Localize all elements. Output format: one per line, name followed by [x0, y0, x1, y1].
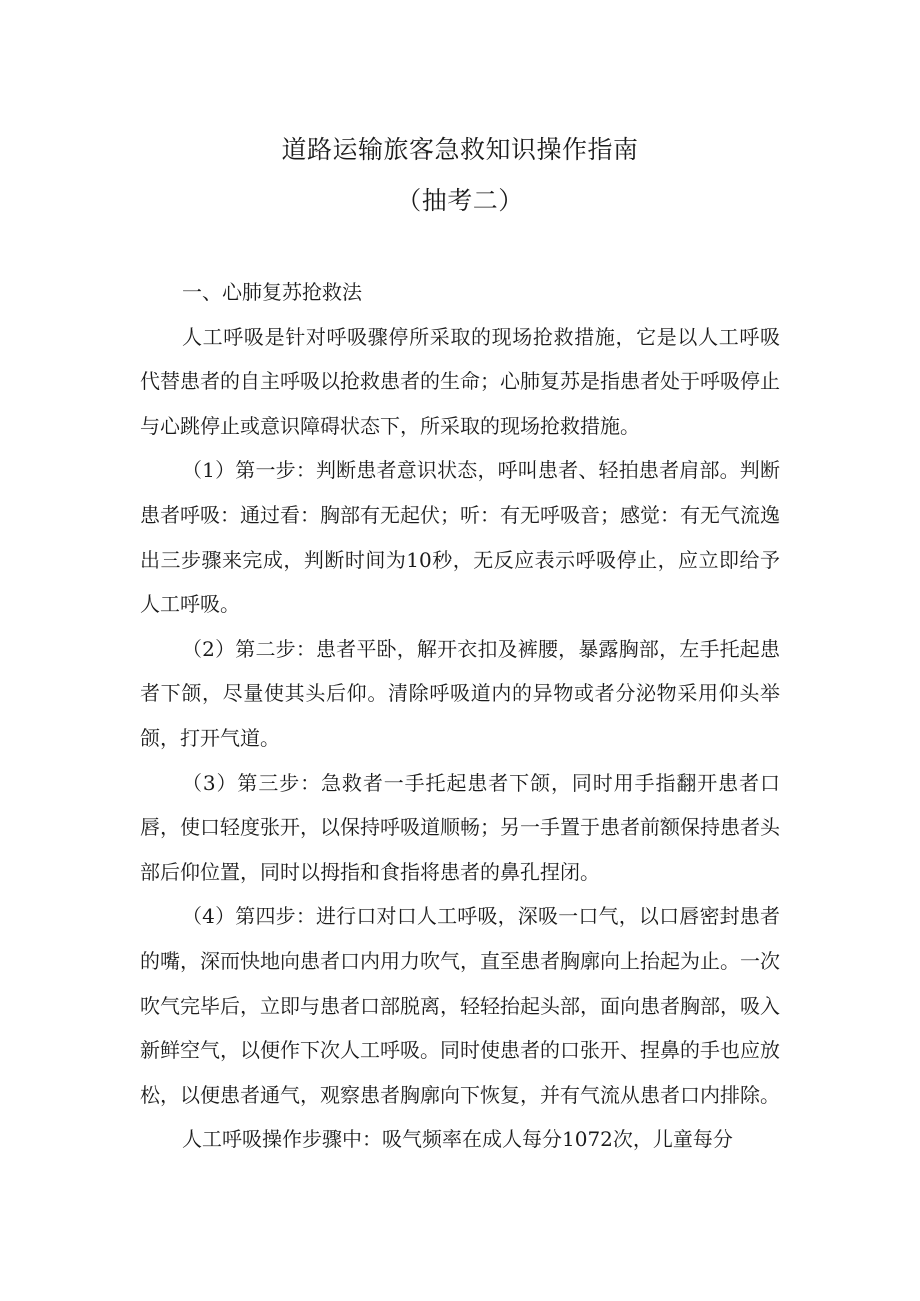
document-title: 道路运输旅客急救知识操作指南 — [281, 135, 639, 164]
document-subtitle: （抽考二） — [396, 186, 524, 215]
paragraph-step-1: （1）第一步：判断患者意识状态，呼叫患者、轻拍患者肩部。判断患者呼吸：通过看：胸部有无起伏；听：有无呼吸音；感觉：有无气流逸出三步骤来完成，判断时间为10秒，无反应表示呼吸停止，应立即给予人工呼吸。 — [140, 458, 780, 617]
paragraph-intro: 人工呼吸是针对呼吸骤停所采取的现场抢救措施，它是以人工呼吸代替患者的自主呼吸以抢救患者的生命；心肺复苏是指患者处于呼吸停止与心跳停止或意识障碍状态下，所采取的现场抢救措施。 — [140, 324, 780, 438]
document-body — [140, 270, 780, 1162]
paragraph-step-3: （3）第三步：急救者一手托起患者下颌，同时用手指翻开患者口唇，使口轻度张开，以保持呼吸道顺畅；另一手置于患者前额保持患者头部后仰位置，同时以拇指和食指将患者的鼻孔捏闭。 — [140, 770, 780, 884]
section-heading: 一、心肺复苏抢救法 — [182, 280, 362, 304]
paragraph-breathing-rate: 人工呼吸操作步骤中：吸气频率在成人每分1072次，儿童每分 — [182, 1127, 733, 1152]
paragraph-step-2: （2）第二步：患者平卧，解开衣扣及裤腰，暴露胸部，左手托起患者下颌，尽量使其头后仰。清除呼吸道内的异物或者分泌物采用仰头举颌，打开气道。 — [140, 636, 780, 750]
paragraph-step-4: （4）第四步：进行口对口人工呼吸，深吸一口气，以口唇密封患者的嘴，深而快地向患者口内用力吹气，直至患者胸廓向上抬起为止。一次吹气完毕后，立即与患者口部脱离，轻轻抬起头部，面向患者胸部，吸入新鲜空气，以便作下次人工呼吸。同时使患者的口张开、捏鼻的手也应放松，以便患者通气，观察患者胸廓向下恢复，并有气流从患者口内排除。 — [140, 904, 780, 1107]
